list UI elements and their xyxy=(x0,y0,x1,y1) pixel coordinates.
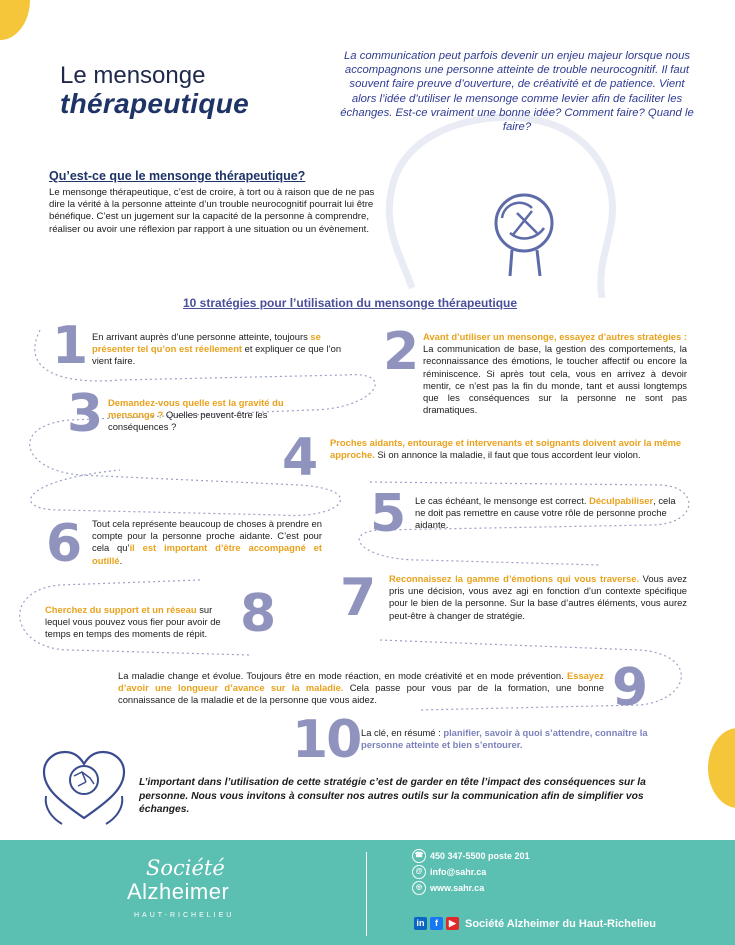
email-icon: @ xyxy=(412,865,426,879)
youtube-icon[interactable]: ▶ xyxy=(446,917,459,930)
strategy-7-text: Reconnaissez la gamme d’émotions qui vous traverse. Vous avez pris une décision, vous avez agi en fonction d’un contexte spécifique pour le bien de la personne. Sur la base d’autres éléments, vous aurez peut-être à changer de stratégie. xyxy=(389,573,687,621)
definition-text: Le mensonge thérapeutique, c’est de croire, à tort ou à raison que de ne pas dire la vérité à la personne atteinte d’un trouble neurocognitif pourrait lui être bénéfique. C’est un jugement sur la capacité de la personne à comprendre, réaliser ou avoir une réflexion par rapport à une situation ou un évènement. xyxy=(49,187,375,235)
strategy-number-9: 9 xyxy=(612,658,649,718)
facebook-icon[interactable]: f xyxy=(430,917,443,930)
section-heading-definition: Qu’est-ce que le mensonge thérapeutique? xyxy=(49,169,306,183)
strategy-3-text: Demandez-vous quelle est la gravité du mensonge ? Quelles peuvent-être les conséquences ? xyxy=(108,397,284,433)
strategy-2-text: Avant d’utiliser un mensonge, essayez d’autres stratégies : La communication de base, la gestion des comportements, la reconnaissance des émotions, le toucher affectif ou encore la réminiscence. Si après tout cela, vous en arrivez à devoir mentir, ce n’est pas la fin du monde, tant et aussi longtemps que les conséquences sur la personne ne sont pas dramatiques. xyxy=(423,331,687,416)
strategy-8-text: Cherchez du support et un réseau sur lequel vous pouvez vous fier pour avoir de temps en temps des moments de répit. xyxy=(45,604,221,640)
strategy-5-text: Le cas échéant, le mensonge est correct. Déculpabiliser, cela ne doit pas remettre en cause votre rôle de personne proche aidante. xyxy=(415,495,676,531)
strategy-6-text: Tout cela représente beaucoup de choses à prendre en compte pour la personne proche aidante. C’est pour cela qu’il est important d’être accompagné et outillé. xyxy=(92,518,322,566)
decorative-blob-top-left xyxy=(0,0,30,40)
logo-haut-richelieu: HAUT-RICHELIEU xyxy=(134,912,235,919)
conclusion-text: L’important dans l’utilisation de cette stratégie c’est de garder en tête l’impact des conséquences sur la personne. Nous vous invitons à consulter nos autres outils sur la communication afin de simplifier vos échanges. xyxy=(139,777,646,816)
strategy-number-1: 1 xyxy=(52,316,89,376)
phone-text: 450 347-5500 poste 201 xyxy=(430,851,530,861)
logo-alzheimer: Alzheimer xyxy=(127,879,230,904)
strategy-number-6: 6 xyxy=(46,514,83,574)
strategy-4-text: Proches aidants, entourage et intervenants et soignants doivent avoir la même approche. Si on annonce la maladie, il faut que tous accordent leur violon. xyxy=(330,437,682,461)
strategy-number-4: 4 xyxy=(282,428,319,488)
phone-icon: ☎ xyxy=(412,849,426,863)
web-text: www.sahr.ca xyxy=(430,883,485,893)
footer-divider xyxy=(366,852,367,936)
page-title-line1: Le mensonge xyxy=(60,62,206,89)
email-text: info@sahr.ca xyxy=(430,867,487,877)
linkedin-icon[interactable]: in xyxy=(414,917,427,930)
logo-societe: Société xyxy=(146,856,225,880)
social-label: Société Alzheimer du Haut-Richelieu xyxy=(465,917,656,930)
strategy-number-3: 3 xyxy=(67,384,104,444)
strategies-heading: 10 stratégies pour l’utilisation du mensonge thérapeutique xyxy=(183,296,518,310)
contact-web[interactable] xyxy=(412,881,484,895)
strategy-10-text: La clé, en résumé : planifier, savoir à quoi s’attendre, connaître la personne atteinte et bien s’entourer. xyxy=(361,727,648,751)
strategy-1-text: En arrivant auprès d’une personne atteinte, toujours se présenter tel qu’on est réellement et expliquer ce que l’on vient faire. xyxy=(92,331,342,367)
contact-phone[interactable] xyxy=(412,849,530,863)
strategy-number-10: 10 xyxy=(292,710,361,770)
heart-hands-brain-icon xyxy=(38,748,130,828)
strategy-9-text: La maladie change et évolue. Toujours être en mode réaction, en mode créativité et en mode prévention. Essayez d’avoir une longueur d’avance sur la maladie. Cela passe pour vous par de la formation, une bonne connaissance de la maladie et de la personne que vous aidez. xyxy=(118,670,604,706)
head-brain-icon xyxy=(372,108,622,298)
strategy-number-2: 2 xyxy=(383,322,420,382)
contact-email[interactable] xyxy=(412,865,486,879)
page-title-line2: thérapeutique xyxy=(60,88,250,119)
strategy-number-5: 5 xyxy=(370,484,407,544)
web-icon: ◎ xyxy=(412,881,426,895)
strategy-number-7: 7 xyxy=(340,568,377,628)
social-links xyxy=(414,917,656,930)
intro-text: La communication peut parfois devenir un enjeu majeur lorsque nous accompagnons une personne atteinte de trouble neurocognitif. Il faut souvent faire preuve d’ouverture, de créativité et de patience. Vient alors l’idée d’utiliser le mensonge comme levier afin de faciliter les échanges. Est-ce vraiment une bonne idée? Comment faire? Quand le faire? xyxy=(340,50,694,134)
strategy-number-8: 8 xyxy=(240,584,277,644)
